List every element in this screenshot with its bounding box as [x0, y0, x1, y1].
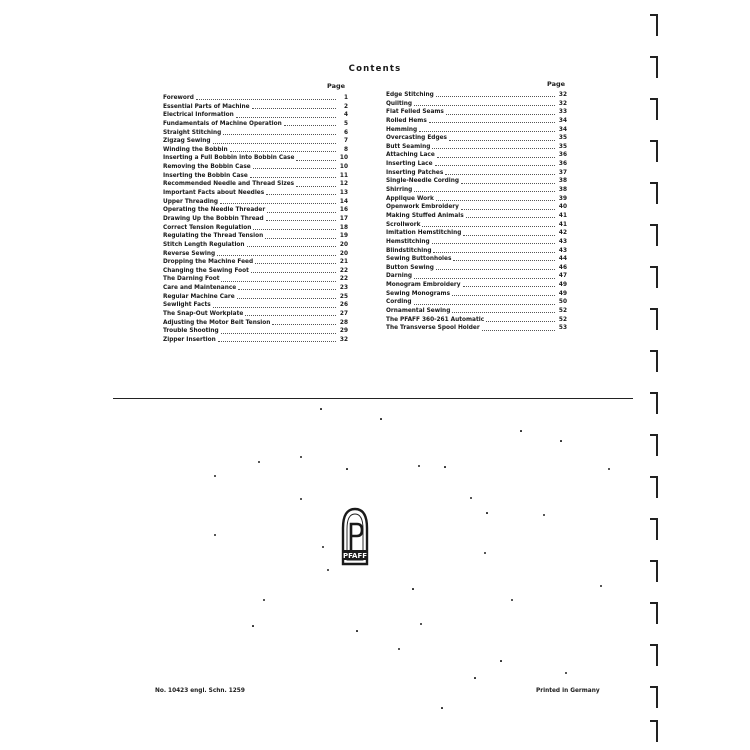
toc-entry-page: 49 [558, 290, 567, 297]
toc-entry [163, 232, 348, 241]
toc-entry-title: Inserting a Full Bobbin into Bobbin Case [163, 155, 295, 162]
svg-text:PFAFF: PFAFF [342, 552, 368, 560]
toc-entry-title: Stitch Length Regulation [163, 241, 245, 248]
toc-entry-title: Adjusting the Motor Belt Tension [163, 319, 271, 326]
toc-leader-dots [253, 167, 336, 169]
toc-leader-dots [253, 228, 336, 230]
toc-entry-title: Monogram Embroidery [386, 282, 461, 289]
toc-entry-title: Imitation Hemstitching [386, 230, 462, 237]
print-speck [214, 475, 216, 477]
index-tab [650, 350, 658, 372]
print-speck [511, 599, 513, 601]
print-speck [346, 468, 348, 470]
toc-entry-title: Shirring [386, 187, 413, 194]
toc-entry-page: 36 [558, 161, 567, 168]
toc-leader-dots [236, 116, 336, 118]
toc-leader-dots [414, 303, 555, 305]
toc-leader-dots [265, 237, 336, 239]
toc-entry [386, 307, 567, 316]
toc-entry-title: Zipper Insertion [163, 336, 216, 343]
index-tab [650, 476, 658, 498]
toc-entry [386, 298, 567, 307]
toc-entry-title: The Transverse Spool Holder [386, 325, 480, 332]
toc-leader-dots [414, 277, 555, 279]
footer-catalog-number: No. 10423 engl. Schn. 1259 [155, 688, 245, 694]
toc-entry-title: Fundamentals of Machine Operation [163, 120, 282, 127]
toc-entry-page: 43 [558, 247, 567, 254]
toc-leader-dots [230, 150, 336, 152]
toc-entry-title: Blindstitching [386, 247, 432, 254]
footer-printed-in: Printed in Germany [536, 688, 600, 694]
toc-leader-dots [266, 193, 336, 195]
toc-leader-dots [453, 259, 555, 261]
toc-entry-title: Inserting Patches [386, 169, 444, 176]
toc-leader-dots [238, 288, 336, 290]
toc-entry [386, 272, 567, 281]
toc-entry-title: Foreword [163, 95, 194, 101]
print-speck [322, 546, 324, 548]
toc-leader-dots [436, 95, 555, 97]
toc-entry [163, 137, 348, 146]
toc-entry [386, 108, 567, 117]
toc-entry [386, 151, 567, 160]
toc-entry [163, 327, 348, 336]
toc-entry-title: Electrical Information [163, 112, 234, 119]
toc-entry-title: The Snap-Out Workplate [163, 311, 244, 318]
toc-entry [163, 250, 348, 259]
toc-leader-dots [272, 323, 336, 325]
index-tab [650, 224, 658, 246]
index-tab [650, 602, 658, 624]
toc-leader-dots [247, 245, 336, 247]
toc-entry-title: Hemming [386, 126, 418, 133]
toc-entry [163, 189, 348, 198]
toc-leader-dots [213, 142, 336, 144]
toc-entry [163, 267, 348, 276]
toc-entry [386, 117, 567, 126]
toc-entry-page: 36 [558, 152, 567, 159]
index-tab [650, 182, 658, 204]
index-tab [650, 644, 658, 666]
index-tab [650, 720, 658, 742]
index-tab [650, 518, 658, 540]
toc-entry [163, 301, 348, 310]
toc-entry-title: Trouble Shooting [163, 328, 219, 335]
toc-leader-dots [436, 199, 555, 201]
toc-entry-page: 41 [558, 212, 567, 219]
index-tab [650, 686, 658, 708]
toc-entry-page: 14 [339, 198, 348, 205]
toc-entry-page: 11 [339, 172, 348, 179]
print-speck [420, 623, 422, 625]
toc-entry-page: 22 [339, 276, 348, 283]
toc-entry [163, 258, 348, 267]
toc-entry-title: Upper Threading [163, 198, 219, 205]
print-speck [560, 440, 562, 442]
print-speck [300, 498, 302, 500]
toc-leader-dots [213, 306, 336, 308]
toc-leader-dots [223, 133, 336, 135]
toc-entry-title: Essential Parts of Machine [163, 103, 250, 110]
toc-entry [386, 229, 567, 238]
toc-entry-title: Drawing Up the Bobbin Thread [163, 215, 264, 222]
toc-entry-page: 53 [558, 325, 567, 332]
toc-entry-title: Winding the Bobbin [163, 146, 228, 153]
toc-entry-title: Cording [386, 299, 412, 306]
toc-entry-page: 16 [339, 207, 348, 214]
toc-entry-page: 35 [558, 135, 567, 142]
toc-entry [386, 186, 567, 195]
toc-entry-page: 44 [558, 256, 567, 263]
toc-leader-dots [217, 254, 336, 256]
index-tab [650, 392, 658, 414]
toc-leader-dots [437, 156, 555, 158]
toc-entry-title: Reverse Sewing [163, 250, 216, 257]
toc-entry-title: Straight Stitching [163, 129, 222, 136]
toc-entry-page: 34 [558, 126, 567, 133]
toc-entry-page: 38 [558, 187, 567, 194]
print-speck [520, 430, 522, 432]
toc-entry-page: 5 [343, 120, 348, 127]
toc-entry-page: 32 [558, 92, 567, 98]
toc-entry-page: 52 [558, 316, 567, 323]
toc-entry [386, 316, 567, 325]
toc-entry-page: 50 [558, 299, 567, 306]
toc-entry-page: 20 [339, 241, 348, 248]
toc-entry [163, 336, 348, 345]
print-speck [600, 585, 602, 587]
index-tab [650, 560, 658, 582]
toc-entry [163, 94, 348, 103]
toc-entry-title: The Darning Foot [163, 276, 220, 283]
toc-entry-page: 47 [558, 273, 567, 280]
toc-leader-dots [221, 332, 336, 334]
index-tab [650, 56, 658, 78]
index-tab [650, 308, 658, 330]
toc-leader-dots [237, 297, 336, 299]
index-tab [650, 434, 658, 456]
toc-entry-title: Hemstitching [386, 238, 430, 245]
toc-entry-title: Changing the Sewing Foot [163, 267, 249, 274]
toc-entry-page: 7 [343, 138, 348, 145]
toc-entry [386, 100, 567, 109]
toc-leader-dots [419, 130, 555, 132]
print-speck [543, 514, 545, 516]
pfaff-logo-icon [338, 506, 372, 572]
toc-entry [386, 143, 567, 152]
toc-entry-page: 10 [339, 155, 348, 162]
toc-entry-page: 8 [343, 146, 348, 153]
toc-entry-title: Inserting the Bobbin Case [163, 172, 248, 179]
print-speck [441, 707, 443, 709]
toc-entry-title: Important Facts about Needles [163, 190, 265, 197]
toc-leader-dots [251, 271, 336, 273]
toc-leader-dots [414, 104, 555, 106]
toc-entry-page: 18 [339, 224, 348, 231]
toc-entry-title: Removing the Bobbin Case [163, 164, 251, 171]
toc-entry [386, 169, 567, 178]
toc-entry-title: Regulating the Thread Tension [163, 233, 264, 240]
toc-leader-dots [245, 314, 336, 316]
toc-leader-dots [429, 121, 555, 123]
toc-entry-page: 41 [558, 221, 567, 228]
toc-entry-page: 1 [343, 95, 348, 101]
toc-entry-title: Ornamental Sewing [386, 308, 451, 315]
toc-entry-page: 25 [339, 293, 348, 300]
toc-entry-page: 10 [339, 164, 348, 171]
toc-leader-dots [414, 190, 555, 192]
toc-right-column [386, 91, 567, 333]
index-tab [650, 140, 658, 162]
toc-entry [386, 134, 567, 143]
toc-leader-dots [255, 262, 336, 264]
index-tab [650, 14, 658, 36]
toc-entry-title: Making Stuffed Animals [386, 212, 464, 219]
toc-entry [386, 281, 567, 290]
toc-entry [386, 177, 567, 186]
print-speck [214, 534, 216, 536]
toc-leader-dots [463, 234, 555, 236]
toc-entry-page: 17 [339, 215, 348, 222]
toc-leader-dots [266, 219, 336, 221]
toc-entry [163, 284, 348, 293]
print-speck [470, 497, 472, 499]
toc-entry-page: 49 [558, 282, 567, 289]
toc-entry-title: Rolled Hems [386, 117, 427, 124]
toc-left-column [163, 94, 348, 345]
toc-entry [163, 120, 348, 129]
toc-entry-title: Sewing Monograms [386, 290, 451, 297]
toc-entry-page: 4 [343, 112, 348, 119]
toc-entry [163, 172, 348, 181]
toc-leader-dots [296, 159, 336, 161]
toc-leader-dots [432, 147, 555, 149]
print-speck [263, 599, 265, 601]
toc-entry [163, 146, 348, 155]
toc-entry-page: 20 [339, 250, 348, 257]
toc-entry [163, 103, 348, 112]
toc-leader-dots [196, 98, 336, 100]
toc-entry-title: Edge Stitching [386, 92, 434, 98]
index-tab [650, 266, 658, 288]
toc-leader-dots [461, 182, 555, 184]
print-speck [565, 672, 567, 674]
toc-entry-page: 33 [558, 109, 567, 116]
toc-entry-page: 32 [558, 100, 567, 107]
toc-entry-page: 42 [558, 230, 567, 237]
toc-leader-dots [267, 211, 336, 213]
toc-entry-page: 39 [558, 195, 567, 202]
page-column-label-left: Page [327, 82, 346, 90]
toc-entry-page: 32 [339, 336, 348, 343]
toc-entry-page: 2 [343, 103, 348, 110]
toc-entry-title: Sewing Buttonholes [386, 256, 452, 263]
toc-entry-title: Quilting [386, 100, 413, 107]
toc-entry [163, 224, 348, 233]
print-speck [356, 630, 358, 632]
toc-leader-dots [422, 225, 555, 227]
toc-leader-dots [284, 124, 336, 126]
toc-leader-dots [482, 329, 555, 331]
toc-entry [163, 293, 348, 302]
toc-entry [163, 198, 348, 207]
toc-leader-dots [452, 294, 555, 296]
print-speck [412, 588, 414, 590]
toc-entry-page: 40 [558, 204, 567, 211]
toc-entry-title: Butt Seaming [386, 143, 431, 150]
toc-entry-title: Openwork Embroidery [386, 204, 459, 211]
toc-leader-dots [218, 340, 336, 342]
print-speck [608, 468, 610, 470]
toc-entry-page: 35 [558, 143, 567, 150]
toc-entry-page: 22 [339, 267, 348, 274]
toc-entry-page: 12 [339, 181, 348, 188]
toc-entry [163, 163, 348, 172]
print-speck [258, 461, 260, 463]
print-speck [486, 512, 488, 514]
toc-entry-page: 23 [339, 285, 348, 292]
toc-entry-title: Care and Maintenance [163, 285, 237, 292]
toc-entry-title: Correct Tension Regulation [163, 224, 252, 231]
toc-entry-title: Inserting Lace [386, 161, 433, 168]
toc-leader-dots [432, 242, 555, 244]
toc-entry [386, 290, 567, 299]
toc-entry [163, 241, 348, 250]
toc-entry-title: Button Sewing [386, 264, 434, 271]
print-speck [398, 648, 400, 650]
toc-leader-dots [463, 285, 555, 287]
contents-heading: Contents [348, 64, 402, 74]
toc-entry-title: Darning [386, 273, 412, 280]
toc-leader-dots [449, 139, 555, 141]
toc-entry-page: 52 [558, 308, 567, 315]
toc-entry-page: 21 [339, 259, 348, 266]
toc-entry-title: Scrollwork [386, 221, 421, 228]
index-tab [650, 98, 658, 120]
toc-entry [163, 180, 348, 189]
toc-entry-page: 26 [339, 302, 348, 309]
toc-entry [163, 154, 348, 163]
toc-leader-dots [436, 268, 555, 270]
toc-entry-page: 46 [558, 264, 567, 271]
toc-leader-dots [466, 216, 555, 218]
print-speck [327, 569, 329, 571]
toc-entry [386, 195, 567, 204]
toc-entry-page: 28 [339, 319, 348, 326]
toc-entry-page: 27 [339, 311, 348, 318]
toc-leader-dots [433, 251, 555, 253]
toc-entry [163, 111, 348, 120]
toc-entry [386, 238, 567, 247]
print-speck [380, 418, 382, 420]
toc-entry-title: Applique Work [386, 195, 434, 202]
toc-leader-dots [452, 311, 555, 313]
print-speck [500, 660, 502, 662]
toc-entry [163, 310, 348, 319]
toc-entry-title: Sewlight Facts [163, 302, 211, 309]
toc-entry [386, 203, 567, 212]
toc-entry-page: 38 [558, 178, 567, 185]
toc-leader-dots [220, 202, 336, 204]
toc-entry-page: 29 [339, 328, 348, 335]
toc-entry-title: Recommended Needle and Thread Sizes [163, 181, 295, 188]
page-column-label-right: Page [547, 80, 566, 88]
print-speck [418, 465, 420, 467]
toc-leader-dots [486, 320, 555, 322]
toc-entry-title: Zigzag Sewing [163, 138, 211, 145]
toc-entry [163, 129, 348, 138]
toc-entry [386, 126, 567, 135]
toc-leader-dots [250, 176, 336, 178]
toc-entry-page: 43 [558, 238, 567, 245]
print-speck [252, 625, 254, 627]
toc-entry-page: 13 [339, 190, 348, 197]
toc-entry [386, 160, 567, 169]
toc-entry [386, 247, 567, 256]
print-speck [300, 456, 302, 458]
toc-entry [163, 275, 348, 284]
toc-entry [386, 221, 567, 230]
toc-entry [386, 91, 567, 100]
toc-entry [386, 324, 567, 333]
toc-entry-title: Dropping the Machine Feed [163, 259, 254, 266]
print-speck [484, 552, 486, 554]
toc-entry-title: Overcasting Edges [386, 135, 447, 142]
toc-entry [163, 319, 348, 328]
toc-leader-dots [296, 185, 336, 187]
print-speck [320, 408, 322, 410]
toc-entry-title: Operating the Needle Threader [163, 207, 266, 214]
toc-leader-dots [445, 173, 555, 175]
print-speck [474, 677, 476, 679]
toc-entry-title: Regular Machine Care [163, 293, 235, 300]
toc-entry-page: 6 [343, 129, 348, 136]
toc-leader-dots [461, 208, 555, 210]
print-speck [444, 466, 446, 468]
toc-entry [386, 255, 567, 264]
toc-entry-title: The PFAFF 360-261 Automatic [386, 316, 485, 323]
toc-leader-dots [435, 164, 555, 166]
toc-entry [163, 206, 348, 215]
toc-entry-page: 34 [558, 117, 567, 124]
page-divider [113, 398, 633, 399]
toc-leader-dots [221, 280, 336, 282]
toc-entry [386, 264, 567, 273]
toc-entry [386, 212, 567, 221]
toc-leader-dots [446, 113, 555, 115]
toc-entry [163, 215, 348, 224]
toc-entry-page: 19 [339, 233, 348, 240]
toc-entry-page: 37 [558, 169, 567, 176]
toc-entry-title: Attaching Lace [386, 152, 435, 159]
toc-leader-dots [252, 107, 336, 109]
toc-entry-title: Flat Felled Seams [386, 109, 444, 116]
toc-entry-title: Single-Needle Cording [386, 178, 460, 185]
